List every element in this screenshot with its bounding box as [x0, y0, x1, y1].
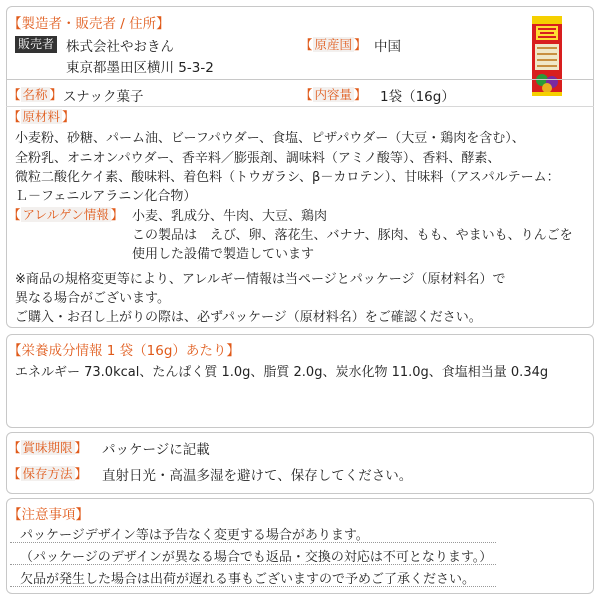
storage-card: [6, 432, 594, 494]
ingredients-line: 微粒二酸化ケイ素、酸味料、着色料（トウガラシ、β－カロテン）、甘味料（アスパルテーム：: [15, 170, 560, 185]
product-package-image: [526, 14, 568, 98]
ingredients-line: 小麦粉、砂糖、パーム油、ビーフパウダー、食塩、ピザパウダー（大豆・鶏肉を含む）、: [15, 131, 525, 146]
notes-rule: [10, 542, 496, 543]
maker-header: 【製造者・販売者 / 住所】: [8, 16, 170, 32]
allergen-note: 異なる場合がございます。: [15, 291, 170, 306]
allergen-line: この製品は えび、卵、落花生、バナナ、豚肉、もも、やまいも、りんごを: [132, 228, 573, 243]
notes-header: 【注意事項】: [8, 507, 89, 523]
allergen-label: 【 アレルゲン情報 】: [8, 207, 124, 222]
seller-badge: 販売者: [15, 36, 57, 53]
divider: [6, 79, 594, 80]
allergen-line: 使用した設備で製造しています: [132, 247, 315, 262]
volume-label: 【 内容量 】: [300, 87, 367, 102]
origin-label: 【 原産国 】: [300, 37, 367, 52]
allergen-note: ご購入・お召し上がりの際は、必ずパッケージ（原材料名）をご確認ください。: [15, 310, 482, 325]
ingredients-line: Ｌ－フェニルアラニン化合物）: [15, 189, 197, 204]
ingredients-line: 全粉乳、オニオンパウダー、香辛料／膨張剤、調味料（アミノ酸等）、香料、酵素、: [15, 151, 501, 166]
notes-line: パッケージデザイン等は予告なく変更する場合があります。: [20, 528, 369, 543]
nutrition-values: エネルギー 73.0kcal、たんぱく質 1.0g、脂質 2.0g、炭水化物 11.0g、食塩相当量 0.34g: [15, 365, 549, 380]
origin-value: 中国: [374, 39, 401, 55]
expiry-value: パッケージに記載: [102, 442, 210, 458]
storage-label: 【 保存方法 】: [8, 466, 88, 481]
expiry-label: 【 賞味期限 】: [8, 440, 88, 455]
notes-rule: [10, 564, 496, 565]
allergen-line: 小麦、乳成分、牛肉、大豆、鶏肉: [132, 209, 328, 224]
name-label: 【 名称 】: [8, 87, 63, 102]
notes-line: 欠品が発生した場合は出荷が遅れる事もございますので予めご了承ください。: [20, 572, 476, 587]
allergen-note: ※商品の規格変更等により、アレルギー情報は当ページとパッケージ（原材料名）で: [15, 272, 506, 287]
nutrition-header: 【栄養成分情報 1 袋（16g）あたり】: [8, 343, 240, 359]
name-value: スナック菓子: [63, 89, 144, 105]
company-address: 東京都墨田区横川 5-3-2: [66, 60, 214, 76]
volume-value: 1袋（16g）: [380, 89, 455, 105]
company-name: 株式会社やおきん: [66, 39, 174, 55]
storage-value: 直射日光・高温多湿を避けて、保存してください。: [102, 468, 413, 484]
ingredients-label: 【 原材料 】: [8, 109, 75, 124]
notes-line: （パッケージのデザインが異なる場合でも返品・交換の対応は不可となります。）: [20, 550, 493, 565]
divider: [6, 106, 594, 107]
notes-rule: [10, 586, 496, 587]
